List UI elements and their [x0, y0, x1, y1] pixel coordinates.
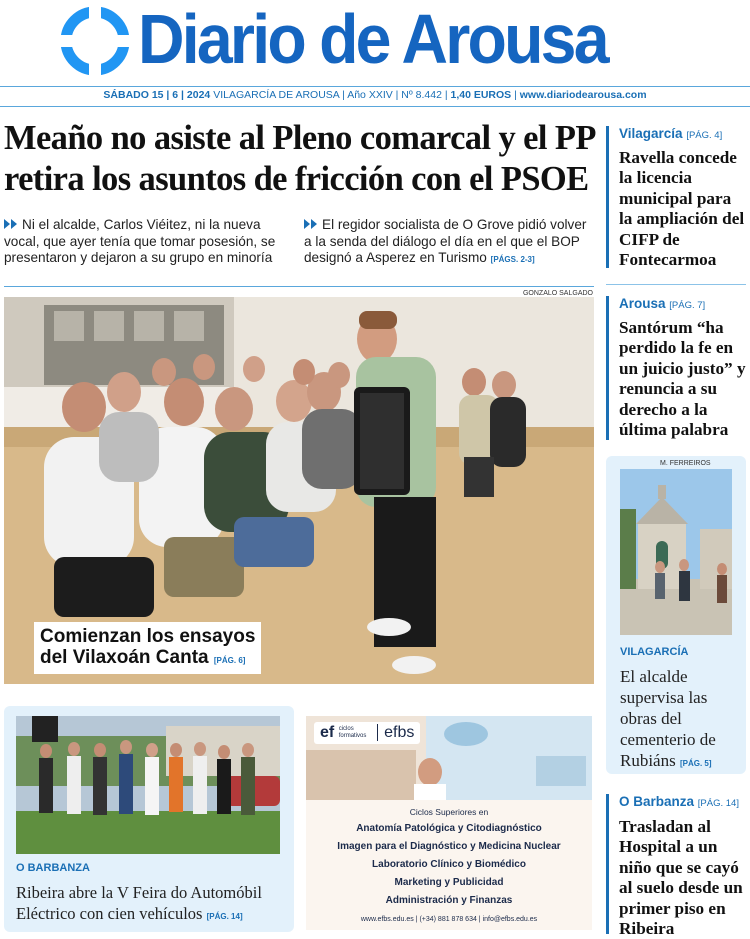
page-reference: [PÁG. 5]	[679, 759, 712, 768]
date: SÁBADO 15 | 6 | 2024	[103, 89, 211, 101]
section-label-vilagarcia: Vilagarcía [PÁG. 4]	[619, 126, 723, 141]
section-label-barbanza: O Barbanza [PÁG. 14]	[619, 794, 739, 809]
ad-intro: Ciclos Superiores en	[409, 807, 489, 817]
bottom-headline: Ribeira abre la V Feira do Automóbil Eléctrico con cien vehículos [PÁG. 14]	[16, 883, 262, 923]
double-arrow-icon	[304, 219, 318, 229]
section-label-arousa: Arousa [PÁG. 7]	[619, 296, 706, 311]
box-section-label: VILAGARCÍA	[620, 646, 689, 658]
edition-info: VILAGARCÍA DE AROUSA | Año XXIV | Nº 8.442 |	[213, 89, 448, 101]
accent-bar	[606, 126, 609, 268]
subheadline-right-text: El regidor socialista de O Grove pidió volver a la senda del diálogo el día en el que el BOP designó a Asperez en Turismo	[304, 217, 587, 266]
right-headline-1[interactable]: Ravella concede la licencia municipal para la ampliación del CIFP de Fontecarmoa	[619, 148, 745, 270]
box-headline: El alcalde supervisa las obras del cementerio de Rubiáns [PÁG. 5]	[620, 667, 716, 770]
ad-contact[interactable]: www.efbs.edu.es | (+34) 881 878 634 | info@efbs.edu.es	[360, 916, 538, 923]
caption-line-2: del Vilaxoán Canta [PÁG. 6]	[40, 647, 246, 668]
bottom-section-label: O BARBANZA	[16, 862, 90, 874]
photo-credit: M. FERREIROS	[660, 460, 711, 467]
divider	[0, 86, 750, 87]
double-arrow-icon	[4, 219, 18, 229]
efbs-advertisement[interactable]	[306, 716, 592, 930]
page-reference: [PÁG. 14]	[206, 912, 243, 921]
photo-box-rubians[interactable]	[606, 456, 746, 774]
page-reference: [PÁG. 6]	[213, 656, 246, 665]
subheadline-left-text: Ni el alcalde, Carlos Viéitez, ni la nueva vocal, que ayer tenía que tomar posesión, se presentaron y dejaron a su grupo en minoría	[4, 217, 276, 266]
website-link[interactable]: www.diariodearousa.com	[519, 89, 647, 101]
ad-course: Administración y Finanzas	[385, 895, 513, 906]
ad-course: Laboratorio Clínico y Biomédico	[372, 859, 526, 870]
ad-brand-efbs: efbs	[377, 724, 414, 741]
price: 1,40 EUROS	[450, 89, 512, 101]
ad-course: Imagen para el Diagnóstico y Medicina Nuclear	[337, 841, 561, 852]
ad-brand-sub: ciclos formativos	[338, 725, 367, 739]
photo-caption[interactable]	[34, 622, 261, 674]
subheadline-left	[4, 217, 294, 267]
photo-credit: GONZALO SALGADO	[522, 290, 593, 297]
bottom-story-box[interactable]	[4, 706, 294, 932]
logo-icon	[60, 6, 130, 76]
ad-course: Marketing y Publicidad	[394, 877, 504, 888]
main-headline[interactable]: Meaño no asiste al Pleno comarcal y el PP retira los asuntos de fricción con el PSOE	[4, 119, 594, 198]
accent-bar	[606, 794, 609, 934]
cemetery-photo	[620, 469, 732, 635]
ad-brand-ef: ef	[320, 724, 335, 741]
masthead-title[interactable]: Diario de Arousa	[138, 0, 607, 78]
divider	[4, 286, 594, 287]
feira-photo	[16, 716, 280, 854]
accent-bar	[606, 296, 609, 440]
ad-course: Anatomía Patológica y Citodiagnóstico	[356, 823, 542, 834]
caption-line-1: Comienzan los ensayos	[40, 626, 256, 647]
divider	[606, 284, 746, 285]
right-headline-2[interactable]: Santórum “ha perdido la fe en un juicio justo” y renuncia a su derecho a la última palabra	[619, 318, 746, 440]
subheadline-right	[304, 217, 594, 269]
right-headline-3[interactable]: Trasladan al Hospital a un niño que se cayó al suelo desde un primer piso en Ribeira	[619, 817, 743, 939]
ad-logo	[314, 722, 420, 744]
dateline: SÁBADO 15 | 6 | 2024 VILAGARCÍA DE AROUSA | Año XXIV | Nº 8.442 | 1,40 EUROS | www.diariodearousa.com	[103, 89, 647, 101]
divider	[0, 106, 750, 107]
page-reference: [PÁGS. 2-3]	[490, 255, 535, 265]
